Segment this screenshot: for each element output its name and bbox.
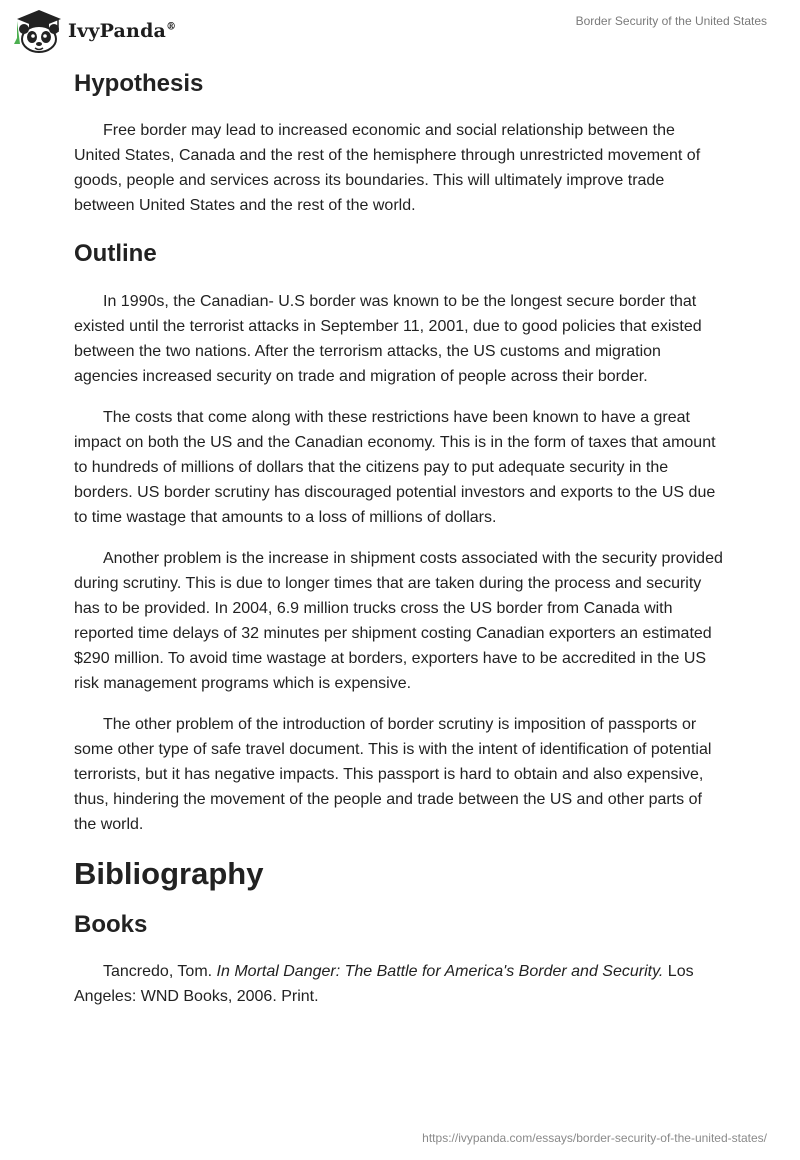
heading-hypothesis: Hypothesis bbox=[74, 70, 204, 97]
paragraph: In 1990s, the Canadian- U.S border was known to be the longest secure border that existed until the terrorist attacks in September 11, 2001, due to good policies that existed between the two nations. After the terrorism attacks, the US customs and migration agencies increased security on trade and migration of people across their border. bbox=[74, 293, 702, 385]
bibliography-entry bbox=[74, 959, 724, 1009]
registered-mark: ® bbox=[166, 21, 177, 33]
ivypanda-logo[interactable] bbox=[14, 8, 176, 54]
page-header bbox=[0, 0, 800, 64]
essay-content bbox=[74, 70, 724, 1009]
source-url[interactable]: https://ivypanda.com/essays/border-security-of-the-united-states/ bbox=[422, 1131, 767, 1145]
entry-title: In Mortal Danger: The Battle for America's Border and Security. bbox=[216, 963, 664, 980]
paragraph: Free border may lead to increased economic and social relationship between the United States, Canada and the rest of the hemisphere through unrestricted movement of goods, people and services across its boundaries. This will ultimately improve trade between United States and the rest of the world. bbox=[74, 122, 701, 214]
running-title: Border Security of the United States bbox=[575, 14, 767, 28]
paragraph: Another problem is the increase in shipment costs associated with the security provided during scrutiny. This is due to longer times that are taken during the process and security has to be provided. In 2004, 6.9 million trucks cross the US border from Canada with reported time delays of 32 minutes per shipment costing Canadian exporters an estimated $290 million. To avoid time wastage at borders, exporters have to be accredited in the US risk management programs which is expensive. bbox=[74, 550, 723, 692]
entry-publisher: Los Angeles: WND Books, 2006. Print. bbox=[74, 963, 694, 1005]
logo-text: IvyPanda® bbox=[68, 20, 177, 42]
heading-bibliography: Bibliography bbox=[74, 856, 264, 891]
paragraph: The costs that come along with these restrictions have been known to have a great impact on both the US and the Canadian economy. This is in the form of taxes that amount to hundreds of millions of dollars that the citizens pay to put adequate security in the borders. US border scrutiny has discouraged potential investors and exports to the US due to time wastage that amounts to a loss of millions of dollars. bbox=[74, 409, 716, 526]
paragraph: The other problem of the introduction of border scrutiny is imposition of passports or some other type of safe travel document. This is with the intent of identification of potential terrorists, but it has negative impacts. This passport is hard to obtain and also expensive, thus, hindering the movement of the people and trade between the US and other parts of the world. bbox=[74, 716, 712, 833]
heading-outline: Outline bbox=[74, 240, 157, 267]
heading-books: Books bbox=[74, 911, 148, 938]
entry-author: Tancredo, Tom. bbox=[103, 963, 217, 980]
panda-icon bbox=[14, 8, 64, 54]
